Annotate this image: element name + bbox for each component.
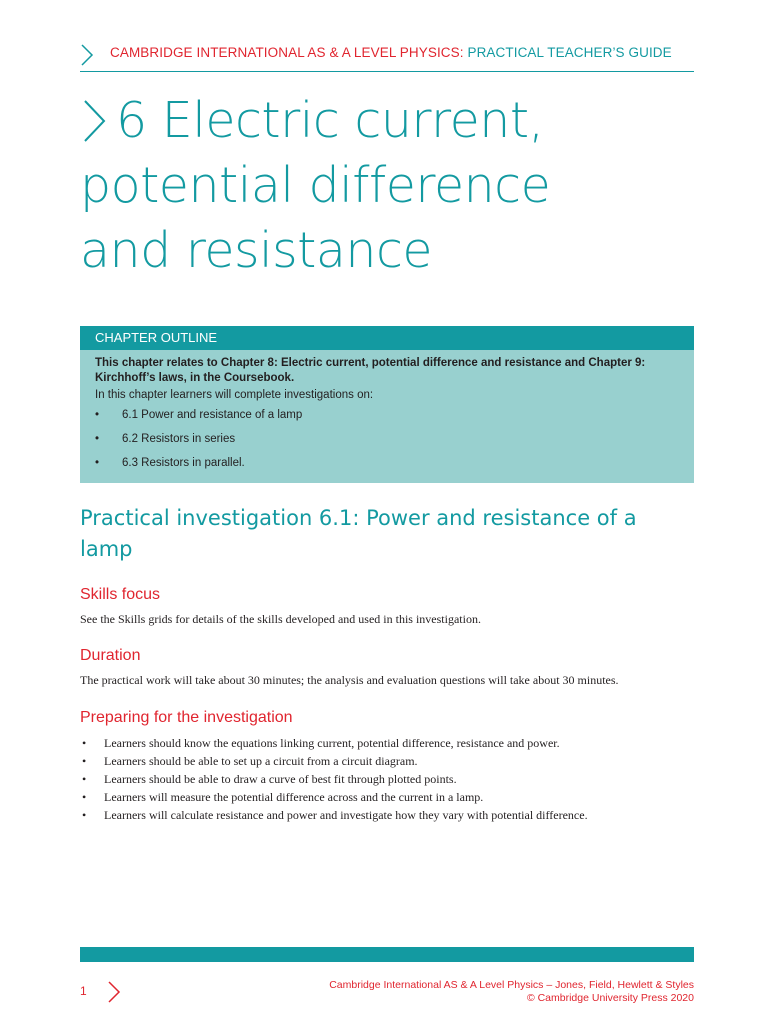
list-item (95, 432, 302, 456)
bullet: • (82, 790, 87, 804)
chevron-right-icon (80, 43, 94, 67)
bullet: • (95, 409, 100, 421)
list-item-text: 6.1 Power and resistance of a lamp (122, 409, 303, 421)
chevron-right-icon (107, 980, 121, 1004)
chapter-title (80, 88, 550, 283)
chapter-outline-list (95, 408, 302, 480)
list-item (80, 806, 588, 824)
list-item (80, 788, 588, 806)
list-item (80, 734, 588, 752)
chapter-title-line3: and resistance (80, 222, 433, 279)
footer-authors: Cambridge International AS & A Level Physics – Jones, Field, Hewlett & Styles (329, 979, 694, 991)
chapter-title-line2: potential difference (80, 157, 551, 214)
skills-focus-text: See the Skills grids for details of the skills developed and used in this investigation. (80, 612, 481, 626)
chapter-title-line1: Electric current, (161, 92, 544, 149)
page-number: 1 (80, 984, 87, 998)
preparing-list (80, 734, 588, 824)
list-item-text: Learners will calculate resistance and power and investigate how they vary with potential difference. (104, 808, 588, 822)
list-item (80, 770, 588, 788)
bullet: • (82, 754, 87, 768)
list-item-text: Learners will measure the potential difference across and the current in a lamp. (104, 790, 484, 804)
chapter-outline-box (80, 350, 694, 483)
list-item-text: 6.3 Resistors in parallel. (122, 457, 245, 469)
bullet: • (82, 808, 87, 822)
skills-focus-heading: Skills focus (80, 586, 161, 603)
investigation-title: Practical investigation 6.1: Power and resistance of a lamp (80, 506, 637, 561)
chapter-outline-header (80, 326, 694, 350)
list-item (95, 408, 302, 432)
footer-credits (329, 979, 694, 1005)
chapter-outline-intro: This chapter relates to Chapter 8: Electric current, potential difference and resistance and Chapter 9: Kirchhoff’s laws, in the Coursebook. (95, 357, 646, 384)
header-guide-title: PRACTICAL TEACHER’S GUIDE (467, 45, 672, 60)
list-item-text: Learners should know the equations linking current, potential difference, resistance and power. (104, 736, 560, 750)
header-divider (80, 71, 694, 72)
bullet: • (95, 457, 100, 469)
preparing-heading: Preparing for the investigation (80, 709, 293, 726)
footer-bar (80, 947, 694, 962)
duration-heading: Duration (80, 647, 141, 664)
running-header (110, 45, 672, 60)
chapter-outline-heading: CHAPTER OUTLINE (95, 330, 218, 345)
list-item-text: 6.2 Resistors in series (122, 433, 236, 445)
bullet: • (82, 772, 87, 786)
footer-copyright: © Cambridge University Press 2020 (526, 992, 694, 1004)
bullet: • (95, 433, 100, 445)
list-item (95, 456, 302, 480)
duration-text: The practical work will take about 30 minutes; the analysis and evaluation questions will take about 30 minutes. (80, 673, 619, 687)
list-item-text: Learners should be able to draw a curve of best fit through plotted points. (104, 772, 457, 786)
chapter-outline-subtext: In this chapter learners will complete investigations on: (95, 389, 374, 401)
list-item (80, 752, 588, 770)
chapter-number: 6 (116, 92, 147, 149)
list-item-text: Learners should be able to set up a circuit from a circuit diagram. (104, 754, 418, 768)
bullet: • (82, 736, 87, 750)
header-series-title: CAMBRIDGE INTERNATIONAL AS & A LEVEL PHYSICS: (110, 45, 464, 60)
